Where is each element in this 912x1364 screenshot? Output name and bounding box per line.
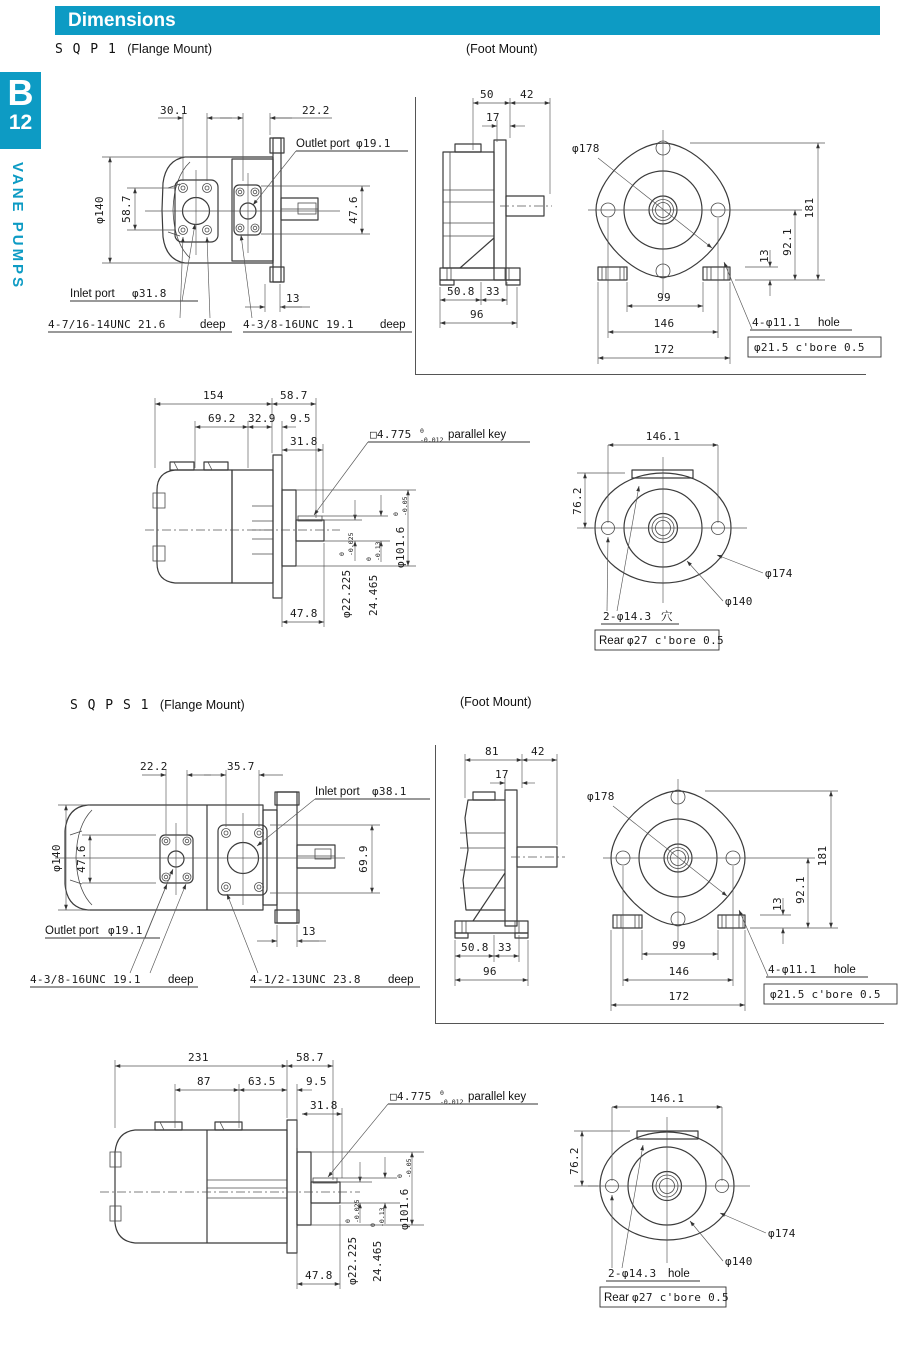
dim-dia140: φ140 <box>50 844 63 872</box>
dim-dia140: φ140 <box>93 196 106 224</box>
dim-35-7: 35.7 <box>227 760 255 773</box>
dim-50-8: 50.8 <box>447 285 475 298</box>
rear-note-label: Rear <box>604 1292 629 1304</box>
hole-note-word: hole <box>834 964 856 976</box>
shaft-dia-label <box>344 1199 361 1285</box>
thread-note-right-deep: deep <box>388 974 414 986</box>
pump-body-outline <box>65 792 335 923</box>
hole-note-word: 穴 <box>661 611 673 623</box>
key-note-label: parallel key <box>468 1091 527 1103</box>
dim-13: 13 <box>302 925 316 938</box>
dim-13: 13 <box>758 249 771 263</box>
outlet-port-dia: φ19.1 <box>356 137 391 150</box>
sqp1-foot-mount-label: (Foot Mount) <box>466 42 538 56</box>
dim-47-6: 47.6 <box>75 845 88 873</box>
inlet-port-dia: φ38.1 <box>372 785 407 798</box>
svg-text:-0.13: -0.13 <box>374 541 382 561</box>
outlet-port-dia: φ19.1 <box>108 924 143 937</box>
svg-text:-0.05: -0.05 <box>405 1158 413 1178</box>
dim-87: 87 <box>197 1075 211 1088</box>
dim-30-1: 30.1 <box>160 104 188 117</box>
thread-note-right-deep: deep <box>380 319 406 331</box>
key-note-size: □4.775 <box>370 428 412 441</box>
svg-text:φ22.225: φ22.225 <box>346 1236 359 1285</box>
page-title-bar <box>55 6 880 35</box>
dim-96: 96 <box>470 308 484 321</box>
dim-146-1: 146.1 <box>649 1092 685 1105</box>
sqp1-side-view <box>100 378 540 656</box>
dim-dia174: φ174 <box>768 1227 796 1240</box>
inlet-port-face <box>218 825 267 895</box>
outlet-port-face <box>160 835 193 883</box>
dim-31-8: 31.8 <box>290 435 318 448</box>
dim-172: 172 <box>668 990 690 1003</box>
dim-42: 42 <box>520 88 534 101</box>
svg-text:-0.05: -0.05 <box>401 496 409 516</box>
sqps1-foot-heading <box>460 693 532 711</box>
dim-31-8: 31.8 <box>310 1099 338 1112</box>
rear-note-value: φ27 c'bore 0.5 <box>632 1291 729 1304</box>
dim-33: 33 <box>486 285 500 298</box>
dim-146: 146 <box>653 317 675 330</box>
center-lines <box>145 170 340 255</box>
dim-181: 181 <box>803 197 816 219</box>
rear-note-value: φ27 c'bore 0.5 <box>627 634 724 647</box>
dim-9-5: 9.5 <box>306 1075 327 1088</box>
key-height-label <box>369 1207 386 1282</box>
sqps1-flange-mount-label: (Flange Mount) <box>159 698 245 712</box>
shaft-dia-label <box>338 532 355 618</box>
dim-96: 96 <box>483 965 497 978</box>
dim-181: 181 <box>816 845 829 867</box>
outlet-port-face <box>234 185 261 235</box>
dim-13: 13 <box>771 897 784 911</box>
dimensions <box>48 104 412 332</box>
svg-text:0: 0 <box>396 1174 404 1178</box>
tab-number: 12 <box>8 111 33 134</box>
key-note-label: parallel key <box>448 429 507 441</box>
dim-dia174: φ174 <box>765 567 793 580</box>
page-title: Dimensions <box>68 10 176 31</box>
cbore-note: φ21.5 c'bore 0.5 <box>754 341 865 354</box>
dim-9-5: 9.5 <box>290 412 311 425</box>
sqps1-foot-mount-label: (Foot Mount) <box>460 695 532 709</box>
flange-outline <box>588 130 755 295</box>
dim-17: 17 <box>486 111 500 124</box>
sqp1-rear-view <box>565 415 910 660</box>
center-lines <box>55 813 345 905</box>
spigot-dia-label <box>392 496 409 568</box>
svg-text:0: 0 <box>344 1219 352 1223</box>
sqp1-flange-mount-label: (Flange Mount) <box>127 42 213 56</box>
dim-dia140: φ140 <box>725 595 753 608</box>
inlet-port-dia: φ31.8 <box>132 287 167 300</box>
thread-note-right: 4-1/2-13UNC 23.8 <box>250 973 361 986</box>
dimensions <box>115 1051 538 1289</box>
hole-note-word: hole <box>818 317 840 329</box>
dimensions <box>572 142 881 364</box>
dim-69-2: 69.2 <box>208 412 236 425</box>
flange-outline <box>603 779 770 943</box>
vane-pumps-side-label: VANE PUMPS <box>9 162 26 291</box>
pump-body-outline <box>440 140 552 285</box>
svg-text:0: 0 <box>369 1223 377 1227</box>
thread-note-left-deep: deep <box>200 319 226 331</box>
outlet-port-label: Outlet port <box>296 138 350 150</box>
dim-154: 154 <box>203 389 224 402</box>
pump-body-outline <box>145 455 340 598</box>
key-tol-hi: 0 <box>440 1089 444 1097</box>
sqps1-rear-view <box>560 1085 910 1333</box>
rear-note-label: Rear <box>599 635 624 647</box>
sqp1-model-label: S Q P 1 <box>55 42 117 57</box>
dim-dia140: φ140 <box>725 1255 753 1268</box>
hole-note: 4-φ11.1 <box>768 963 817 976</box>
dim-99: 99 <box>672 939 686 952</box>
outlet-port-label: Outlet port <box>45 925 99 937</box>
dim-58-7: 58.7 <box>120 195 133 223</box>
dim-47-8: 47.8 <box>305 1269 333 1282</box>
svg-text:φ22.225: φ22.225 <box>340 569 353 618</box>
dim-76-2: 76.2 <box>568 1147 581 1175</box>
section-tab-b12 <box>0 72 41 149</box>
sqp1-foot-rear-view <box>540 90 912 378</box>
sqps1-model-label: S Q P S 1 <box>70 698 150 713</box>
dim-17: 17 <box>495 768 509 781</box>
dimensions <box>30 760 430 987</box>
dim-99: 99 <box>657 291 671 304</box>
svg-text:0: 0 <box>365 557 373 561</box>
svg-text:0: 0 <box>338 552 346 556</box>
dim-172: 172 <box>653 343 675 356</box>
hole-note: 4-φ11.1 <box>752 316 801 329</box>
hole-note: 2-φ14.3 <box>603 610 652 623</box>
dim-42: 42 <box>531 745 545 758</box>
dim-50: 50 <box>480 88 494 101</box>
dim-81: 81 <box>485 745 499 758</box>
tab-letter: B <box>7 72 34 113</box>
dim-47-6: 47.6 <box>347 196 360 224</box>
key-note-size: □4.775 <box>390 1090 432 1103</box>
dim-47-8: 47.8 <box>290 607 318 620</box>
sqps1-heading <box>70 696 245 714</box>
hole-note: 2-φ14.3 <box>608 1267 657 1280</box>
dim-22-2: 22.2 <box>302 104 330 117</box>
dim-92-1: 92.1 <box>794 876 807 904</box>
thread-note-right: 4-3/8-16UNC 19.1 <box>243 318 354 331</box>
dim-33: 33 <box>498 941 512 954</box>
dim-146: 146 <box>668 965 690 978</box>
dimensions <box>587 790 897 1011</box>
key-height-label <box>365 541 382 616</box>
dim-22-2: 22.2 <box>140 760 168 773</box>
dim-dia178: φ178 <box>572 142 600 155</box>
sqps1-foot-rear-view <box>540 755 912 1033</box>
dim-58-7: 58.7 <box>296 1051 324 1064</box>
sqp1-heading <box>55 40 212 58</box>
svg-text:-0.025: -0.025 <box>347 532 355 556</box>
key-tol-lo: -0.012 <box>440 1098 464 1106</box>
thread-note-left-deep: deep <box>168 974 194 986</box>
hole-note-word: hole <box>668 1268 690 1280</box>
cbore-note: φ21.5 c'bore 0.5 <box>770 988 881 1001</box>
sqps1-side-view <box>60 1040 540 1332</box>
dim-69-9: 69.9 <box>357 845 370 873</box>
thread-note-left: 4-3/8-16UNC 19.1 <box>30 973 141 986</box>
svg-text:24.465: 24.465 <box>367 574 380 616</box>
dim-63-5: 63.5 <box>248 1075 276 1088</box>
dimensions <box>440 88 550 328</box>
dimensions <box>571 430 793 650</box>
svg-text:24.465: 24.465 <box>371 1240 384 1282</box>
pump-body-outline <box>100 1120 360 1253</box>
svg-text:-0.13: -0.13 <box>378 1207 386 1227</box>
inlet-port-label: Inlet port <box>315 786 360 798</box>
sqps1-front-view <box>30 735 450 1013</box>
inlet-port-label: Inlet port <box>70 288 115 300</box>
key-tol-lo: -0.012 <box>420 436 444 444</box>
spigot-dia-label <box>396 1158 413 1230</box>
thread-note-left: 4-7/16-14UNC 21.6 <box>48 318 166 331</box>
dim-32-9: 32.9 <box>248 412 276 425</box>
dim-92-1: 92.1 <box>781 228 794 256</box>
svg-text:φ101.6: φ101.6 <box>394 526 407 568</box>
dim-50-8: 50.8 <box>461 941 489 954</box>
dim-146-1: 146.1 <box>645 430 681 443</box>
dimensions <box>155 389 530 627</box>
key-tol-hi: 0 <box>420 427 424 435</box>
sqp1-foot-heading <box>466 40 538 58</box>
svg-text:0: 0 <box>392 512 400 516</box>
dim-76-2: 76.2 <box>571 487 584 515</box>
sqp1-front-view <box>40 85 450 340</box>
dim-13: 13 <box>286 292 300 305</box>
svg-text:φ101.6: φ101.6 <box>398 1188 411 1230</box>
dim-dia178: φ178 <box>587 790 615 803</box>
dim-231: 231 <box>188 1051 209 1064</box>
dim-58-7: 58.7 <box>280 389 308 402</box>
svg-text:-0.025: -0.025 <box>353 1199 361 1223</box>
